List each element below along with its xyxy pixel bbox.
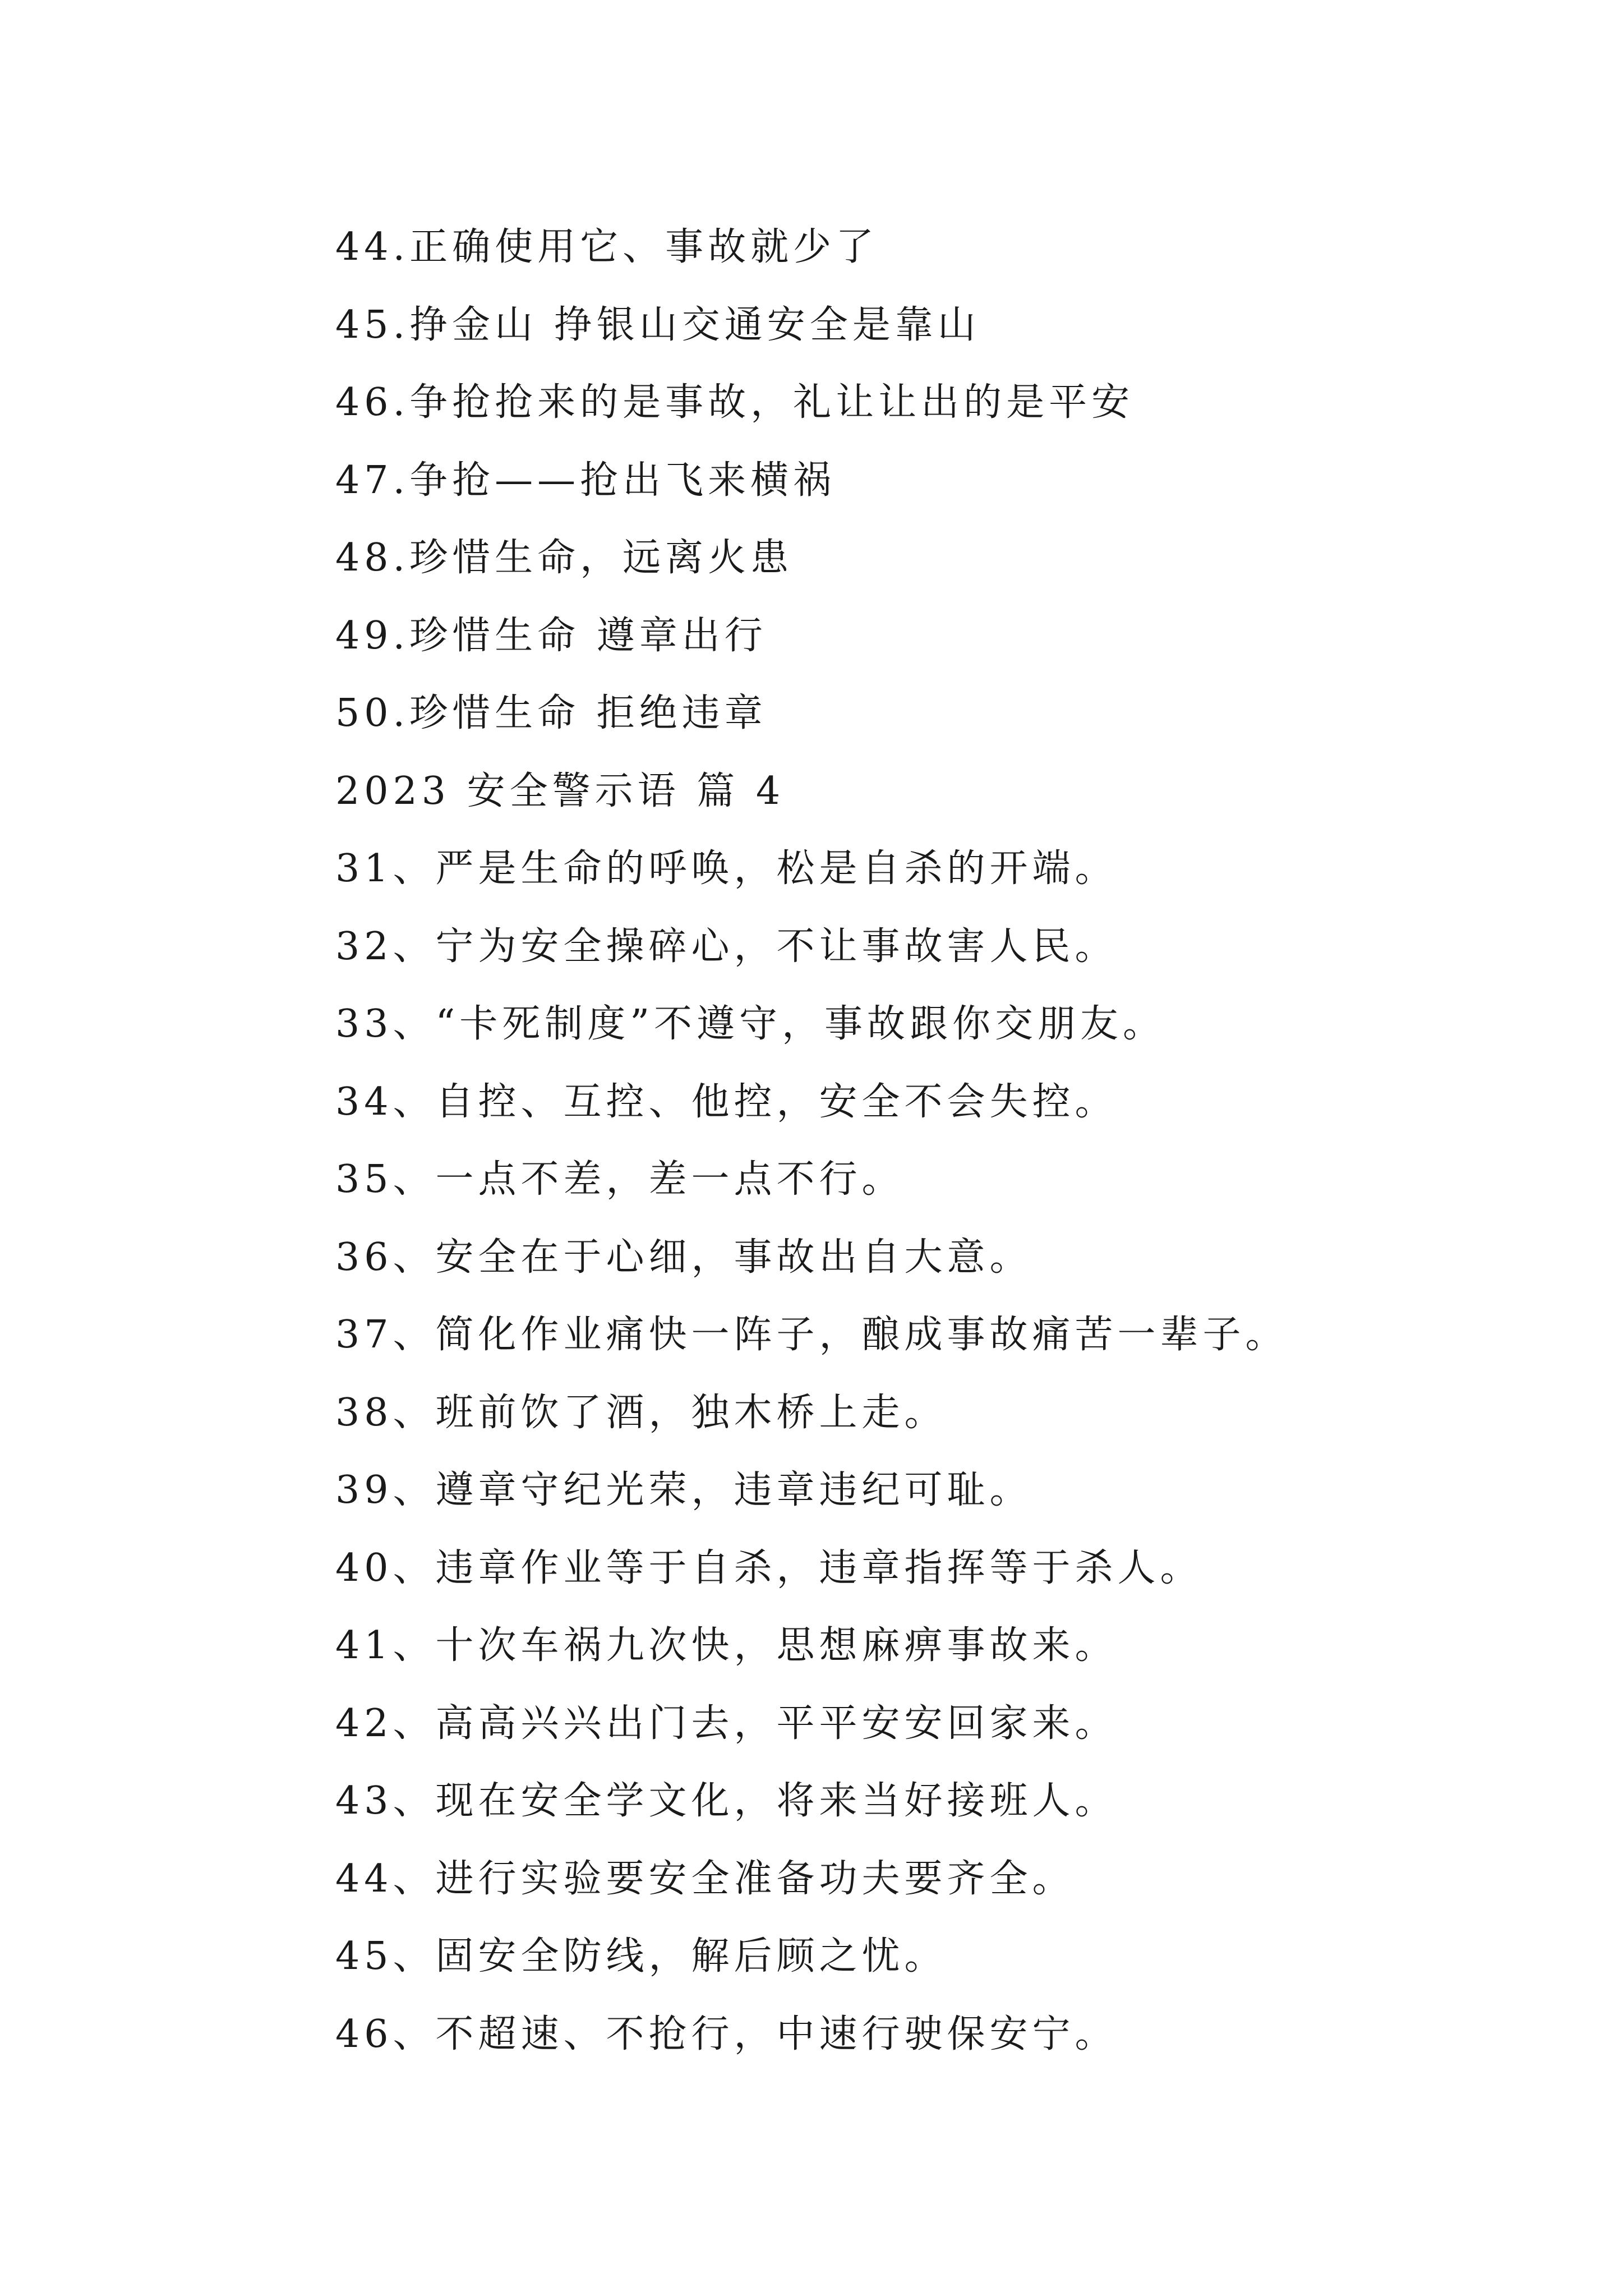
- slogan-line-49: 49.珍惜生命 遵章出行: [335, 613, 767, 658]
- slogan-line-39: 39、遵章守纪光荣，违章违纪可耻。: [335, 1468, 1032, 1512]
- slogan-line-41: 41、十次车祸九次快，思想麻痹事故来。: [335, 1623, 1118, 1668]
- slogan-line-36: 36、安全在于心细，事故出自大意。: [335, 1235, 1032, 1280]
- slogan-line-44b: 44、进行实验要安全准备功夫要齐全。: [335, 1856, 1075, 1901]
- slogan-line-46b: 46、不超速、不抢行，中速行驶保安宁。: [335, 2012, 1118, 2056]
- slogan-line-38: 38、班前饮了酒，独木桥上走。: [335, 1390, 947, 1435]
- slogan-line-42: 42、高高兴兴出门去，平平安安回家来。: [335, 1701, 1118, 1746]
- slogan-line-50: 50.珍惜生命 拒绝违章: [335, 691, 767, 735]
- slogan-line-35: 35、一点不差，差一点不行。: [335, 1157, 905, 1202]
- slogan-line-43: 43、现在安全学文化，将来当好接班人。: [335, 1779, 1118, 1823]
- slogan-line-34: 34、自控、互控、他控，安全不会失控。: [335, 1079, 1118, 1124]
- slogan-line-48: 48.珍惜生命，远离火患: [335, 536, 794, 580]
- section-heading: 2023 安全警示语 篇 4: [335, 769, 785, 813]
- slogan-line-31: 31、严是生命的呼唤，松是自杀的开端。: [335, 846, 1118, 891]
- slogan-line-37: 37、简化作业痛快一阵子，酿成事故痛苦一辈子。: [335, 1313, 1288, 1357]
- slogan-line-47: 47.争抢——抢出飞来横祸: [335, 458, 836, 503]
- slogan-line-32: 32、宁为安全操碎心，不让事故害人民。: [335, 924, 1118, 969]
- slogan-line-45b: 45、固安全防线，解后顾之忧。: [335, 1934, 947, 1978]
- slogan-line-46a: 46.争抢抢来的是事故，礼让让出的是平安: [335, 380, 1135, 425]
- slogan-line-45a: 45.挣金山 挣银山交通安全是靠山: [335, 302, 980, 347]
- document-body: [335, 209, 1513, 2073]
- slogan-line-44a: 44.正确使用它、事故就少了: [335, 225, 879, 269]
- slogan-line-40: 40、违章作业等于自杀，违章指挥等于杀人。: [335, 1545, 1203, 1590]
- slogan-line-33: 33、“卡死制度”不遵守，事故跟你交朋友。: [335, 1002, 1166, 1046]
